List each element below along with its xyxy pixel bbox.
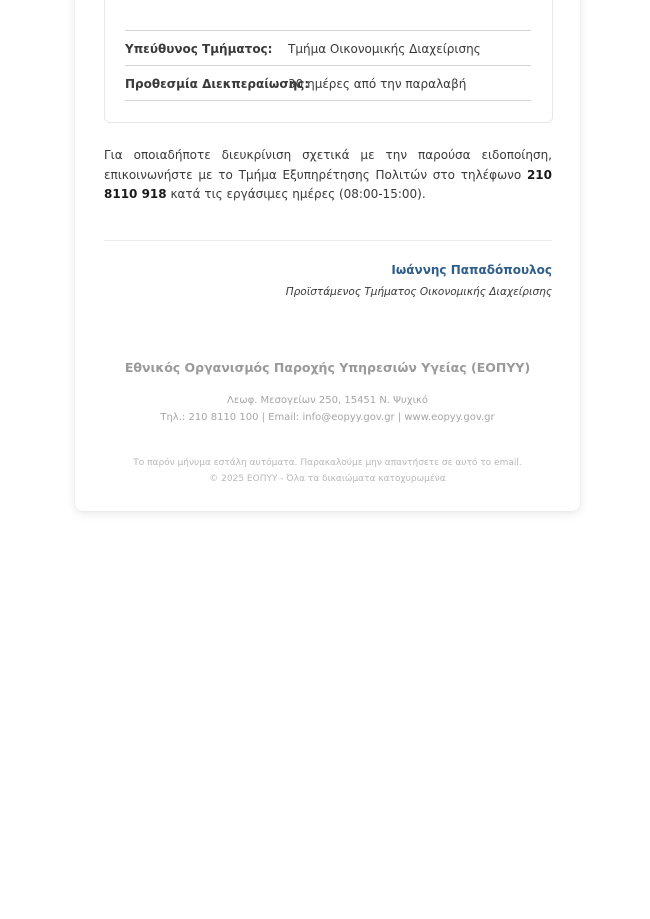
footer-address: Λεωφ. Μεσογείων 250, 15451 Ν. Ψυχικό [226,395,428,406]
row-divider [125,30,531,31]
footer-contact-line: Τηλ.: 210 8110 100 | Email: info@eopyy.gov.gr | www.eopyy.gov.gr [160,412,495,423]
detail-value-deadline: 30 ημέρες από την παραλαβή [288,77,467,91]
row-divider [125,100,531,101]
email-card [75,0,580,511]
contact-text-after: κατά τις εργάσιμες ημέρες (08:00-15:00). [166,187,426,201]
signature-name: Ιωάννης Παπαδόπουλος [391,263,552,277]
detail-label-deadline: Προθεσμία Διεκπεραίωσης: [125,77,310,91]
contact-text-before: Για οποιαδήποτε διευκρίνιση σχετικά με την παρούσα ειδοποίηση, επικοινωνήστε με το Τμήμα Εξυπηρέτησης Πολιτών στο τηλέφωνο [104,148,552,182]
section-divider [104,240,552,241]
detail-value-department: Τμήμα Οικονομικής Διαχείρισης [288,42,481,56]
details-table [104,0,553,123]
contact-paragraph [104,146,552,205]
detail-label-department: Υπεύθυνος Τμήματος: [125,42,273,56]
footer-copyright: © 2025 ΕΟΠΥΥ - Όλα τα δικαιώματα κατοχυρωμένα [209,474,446,484]
contact-phone: 210 8110 918 [104,167,552,201]
footer-auto-notice: Το παρόν μήνυμα εστάλη αυτόματα. Παρακαλούμε μην απαντήσετε σε αυτό το email. [133,458,522,468]
footer-organization: Εθνικός Οργανισμός Παροχής Υπηρεσιών Υγείας (ΕΟΠΥΥ) [124,360,531,375]
signature-title: Προϊστάμενος Τμήματος Οικονομικής Διαχείρισης [285,286,552,298]
row-divider [125,65,531,66]
